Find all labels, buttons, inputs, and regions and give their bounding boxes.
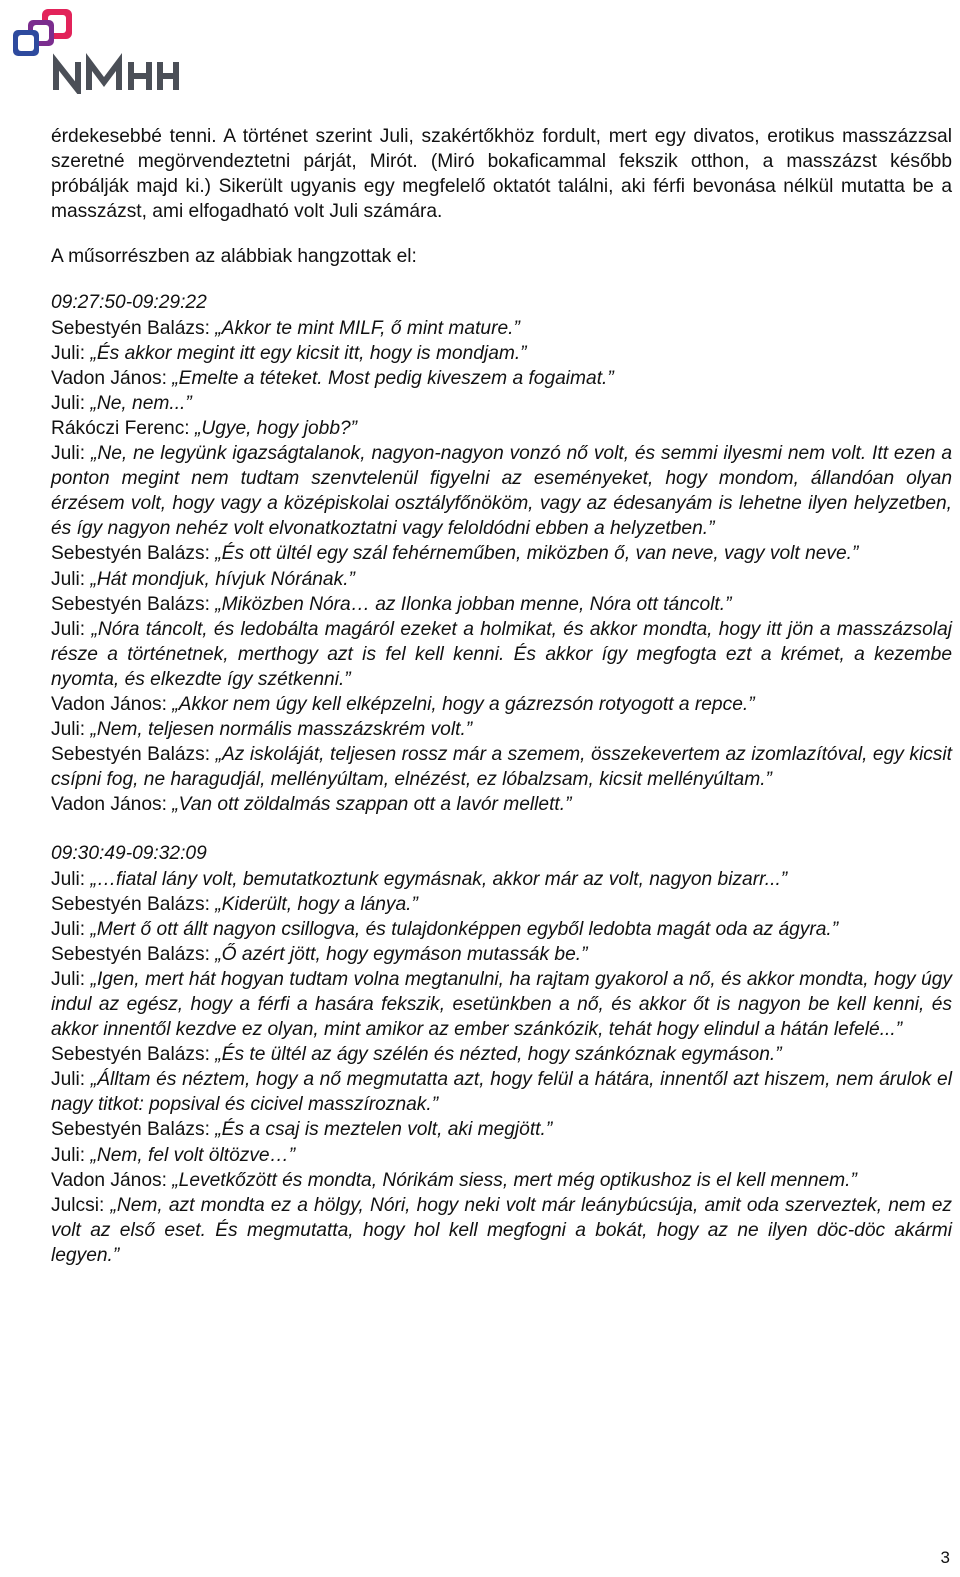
transcript-line (51, 366, 952, 391)
transcript-line (51, 792, 952, 817)
page-number: 3 (940, 1548, 950, 1567)
speaker-name: Rákóczi Ferenc: (51, 417, 195, 439)
spoken-quote: „Álltam és néztem, hogy a nő megmutatta azt, hogy felül a hátára, innentől azt hiszem, nem árulok el nagy titkot: popsival és cicivel masszíroznak.” (51, 1069, 952, 1116)
transcript-line (51, 1168, 952, 1193)
spoken-quote: „És ott ültél egy szál fehérneműben, miközben ő, van neve, vagy volt neve.” (215, 543, 859, 565)
speaker-name: Sebestyén Balázs: (51, 744, 216, 766)
transcript-line (51, 892, 952, 917)
segment-timestamp: 09:30:49-09:32:09 (51, 843, 207, 865)
transcript-line (51, 592, 952, 617)
speaker-name: Sebestyén Balázs: (51, 1119, 216, 1141)
transcript-line (51, 541, 952, 566)
speaker-name: Vadon János: (51, 794, 173, 816)
spoken-quote: „És te ültél az ágy szélén és nézted, hogy szánkóznak egymáson.” (215, 1044, 782, 1066)
intro-paragraph: érdekesebbé tenni. A történet szerint Juli, szakértőkhöz fordult, mert egy divatos, erotikus masszázzsal szeretné megörvendeztetni párját, Mirót. (Miró bokaficammal fekszik otthon, a masszázst később próbálják majd ki.) Sikerült ugyanis egy megfelelő oktatót találni, aki férfi bevonása nélkül mutatta be a masszázst, ami elfogadható volt Juli számára. (51, 126, 952, 223)
transcript-line (51, 441, 952, 541)
speaker-name: Vadon János: (51, 693, 173, 715)
spoken-quote: „Kiderült, hogy a lánya.” (215, 893, 418, 915)
speaker-name: Sebestyén Balázs: (51, 593, 216, 615)
speaker-name: Vadon János: (51, 1169, 173, 1191)
transcript-line (51, 1193, 952, 1268)
transcript-line (51, 917, 952, 942)
spoken-quote: „Nem, azt mondta ez a hölgy, Nóri, hogy neki volt már leánybúcsúja, amit oda szerveztek, nem ez volt az első eset. És megmutatta, hogy hol kell megfogni a bokát, hogy az ne ilyen döc-döc akármi legyen.” (51, 1194, 952, 1266)
speaker-name: Juli: (51, 618, 92, 640)
spoken-quote: „Levetkőzött és mondta, Nórikám siess, mert még optikushoz is el kell mennem.” (172, 1169, 857, 1191)
speaker-name: Vadon János: (51, 367, 173, 389)
spoken-quote: „És akkor megint itt egy kicsit itt, hogy is mondjam.” (90, 342, 527, 364)
spoken-quote: „Ugye, hogy jobb?” (194, 417, 358, 439)
nmhh-logo-squares-icon (10, 6, 182, 94)
transcript-line (51, 1143, 952, 1168)
spoken-quote: „Nem, teljesen normális masszázskrém volt.” (90, 719, 473, 741)
spoken-quote: „Akkor nem úgy kell elképzelni, hogy a gázrezsón rotyogott a repce.” (172, 693, 755, 715)
spoken-quote: „Az iskoláját, teljesen rossz már a szemem, összekevertem az izomlazítóval, egy kicsit csípni fog, ne haragudjál, mellényúltam, elnézést, ez lóbalzsam, kicsit mellényúltam.” (51, 744, 952, 791)
spoken-quote: „Van ott zöldalmás szappan ott a lavór mellett.” (172, 794, 572, 816)
transcript-line (51, 341, 952, 366)
nmhh-logo (10, 6, 182, 94)
speaker-name: Sebestyén Balázs: (51, 1044, 216, 1066)
spoken-quote: „Nem, fel volt öltözve…” (90, 1144, 296, 1166)
spoken-quote: „Emelte a téteket. Most pedig kiveszem a fogaimat.” (172, 367, 614, 389)
transcript-line (51, 717, 952, 742)
spoken-quote: „Ne, nem...” (90, 392, 192, 414)
spoken-quote: „Igen, mert hát hogyan tudtam volna megtanulni, ha rajtam gyakorol a nő, és akkor mondta, hogy úgy indul az egész, hogy a férfi a hasára fekszik, esetünkben a nő, és akkor őt is nagyon be kell kenni, és akkor innentől kezdve ez olyan, mint amikor az ember szánkózik, tehát hogy elindul a hátán lefelé...” (51, 968, 953, 1041)
transcript-line (51, 1117, 952, 1142)
transcript-line (51, 942, 952, 967)
speaker-name: Julcsi: (51, 1194, 111, 1216)
spoken-quote: „…fiatal lány volt, bemutatkoztunk egymásnak, akkor már az volt, nagyon bizarr...” (90, 868, 788, 890)
transcript-line (51, 867, 952, 892)
speaker-name: Juli: (51, 342, 91, 364)
transcript-line (51, 1067, 952, 1117)
speaker-name: Juli: (51, 568, 91, 590)
document-body (51, 124, 952, 1268)
transcript-line (51, 1042, 952, 1067)
spoken-quote: „És a csaj is meztelen volt, aki megjött.” (215, 1119, 553, 1141)
speaker-name: Sebestyén Balázs: (51, 543, 216, 565)
transcript-line (51, 567, 952, 592)
intro-lead: A műsorrészben az alábbiak hangzottak el: (51, 246, 417, 268)
spoken-quote: „Miközben Nóra… az Ilonka jobban menne, Nóra ott táncolt.” (215, 593, 732, 615)
speaker-name: Sebestyén Balázs: (51, 943, 216, 965)
speaker-name: Sebestyén Balázs: (51, 893, 216, 915)
transcript-line (51, 391, 952, 416)
transcript-line (51, 742, 952, 792)
transcript-line (51, 617, 952, 692)
speaker-name: Juli: (51, 968, 91, 990)
speaker-name: Juli: (51, 1144, 91, 1166)
transcript-line (51, 692, 952, 717)
transcript-line (51, 416, 952, 441)
speaker-name: Juli: (51, 719, 91, 741)
spoken-quote: „Ő azért jött, hogy egymáson mutassák be.” (215, 943, 588, 965)
speaker-name: Juli: (51, 918, 91, 940)
spoken-quote: „Akkor te mint MILF, ő mint mature.” (215, 317, 520, 339)
transcript-line (51, 316, 952, 341)
spoken-quote: „Mert ő ott állt nagyon csillogva, és tulajdonképpen egyből ledobta magát oda az ágyra.” (90, 918, 839, 940)
speaker-name: Juli: (51, 443, 91, 465)
speaker-name: Sebestyén Balázs: (51, 317, 216, 339)
transcript-segments (51, 290, 952, 1268)
transcript-line (51, 967, 952, 1042)
speaker-name: Juli: (51, 868, 91, 890)
spoken-quote: „Ne, ne legyünk igazságtalanok, nagyon-nagyon vonzó nő volt, és semmi ilyesmi nem volt. Itt ezen a ponton megint nem tudtam szenvtelenül figyelni az eseményeket, hogy mondom, állandóan olyan érzésem volt, hogy vagy a középiskolai osztályfőnököm, vagy az édesanyám is lehetne ilyen helyzetben, és így nagyon nehéz volt elvonatkoztatni vagy feloldódni ebben a helyzetben.” (51, 443, 953, 540)
segment-timestamp: 09:27:50-09:29:22 (51, 292, 207, 314)
speaker-name: Juli: (51, 392, 91, 414)
speaker-name: Juli: (51, 1069, 91, 1091)
spoken-quote: „Nóra táncolt, és ledobálta magáról ezeket a holmikat, és akkor mondta, hogy itt jön a masszázsolaj része a történetnek, merthogy azt is fel kell kenni. És akkor így megfogta ezt a krémet, a kezembe nyomta, és elkezdte így szétkenni.” (51, 618, 953, 690)
spoken-quote: „Hát mondjuk, hívjuk Nórának.” (90, 568, 355, 590)
